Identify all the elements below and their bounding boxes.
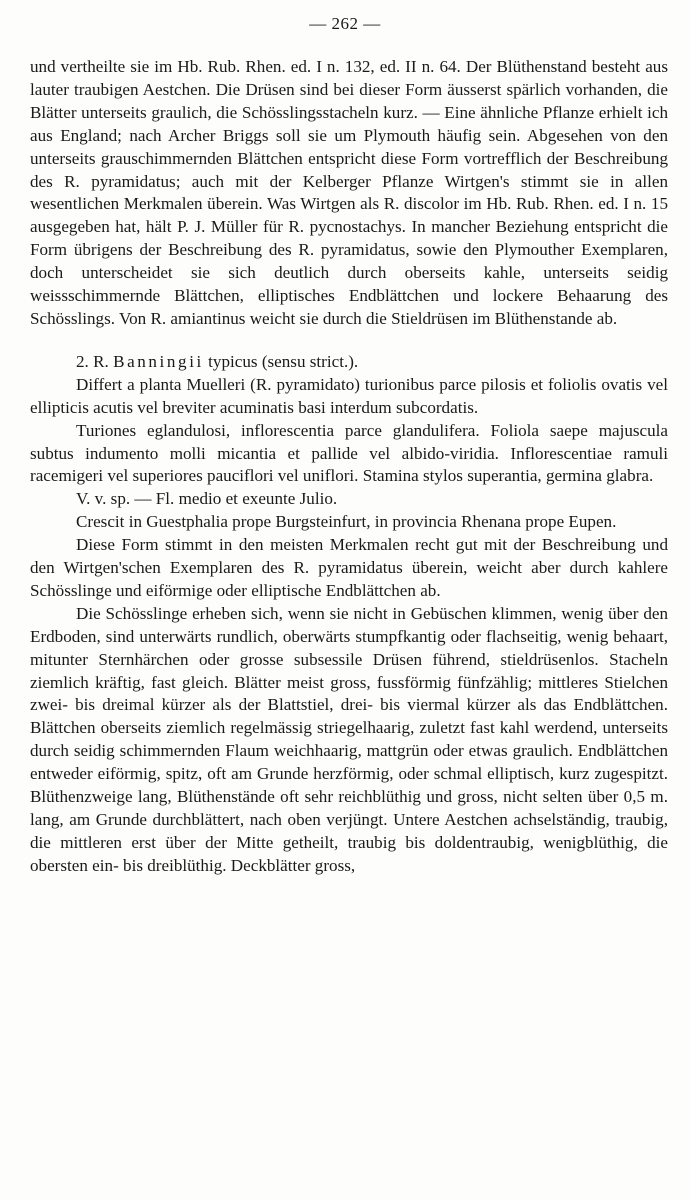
species-name: Banningii — [113, 351, 204, 371]
latin-diagnosis-paragraph: Differt a planta Muelleri (R. pyramidato) turionibus parce pilosis et foliolis ovatis vel ellipticis acutis vel breviter acuminatis basi interdum subcordatis. — [30, 374, 668, 417]
species-qualifier: typicus (sensu strict.). — [208, 351, 359, 371]
description-paragraph: Die Schösslinge erheben sich, wenn sie nicht in Gebüschen klimmen, wenig über den Erdboden, sind unterwärts rundlich, oberwärts stumpfkantig oder flachseitig, wenig behaart, mitunter Sternhärchen oder grosse subsessile Drüsen führend, stieldrüsenlos. Stacheln ziemlich kräftig, fast gleich. Blätter meist gross, fussförmig fünfzählig; mittleres Stielchen zwei- bis dreimal kürzer als der Blattstiel, drei- bis viermal kürzer als das Endblättchen. Blättchen oberseits ziemlich regelmässig striegelhaarig, zuletzt fast kahl werdend, unterseits durch seidig schimmernden Flaum weichhaarig, mattgrün oder etwas graulich. Endblättchen entweder eiförmig, spitz, oft am Grunde herzförmig, oder schmal elliptisch, kurz zugespitzt. Blüthenzweige lang, Blüthenstände oft sehr reichblüthig und gross, nicht selten über 0,5 m. lang, am Grunde durchblättert, nach oben verjüngt. Untere Aestchen achselständig, traubig, die mittleren erst über der Mitte getheilt, traubig bis doldentraubig, wenigblüthig, die obersten ein- bis dreiblüthig. Deckblätter gross, — [30, 603, 668, 875]
page-number: — 262 — — [309, 14, 381, 33]
comparison-paragraph: Diese Form stimmt in den meisten Merkmalen recht gut mit der Beschreibung und den Wirtgen'schen Exemplaren des R. pyramidatus überein, weicht aber durch kahlere Schösslinge und eiförmige oder elliptische Endblättchen ab. — [30, 535, 668, 600]
body-text — [30, 56, 668, 878]
species-number: 2. R. — [76, 351, 109, 371]
locality-paragraph: Crescit in Guestphalia prope Burgsteinfurt, in provincia Rhenana prope Eupen. — [76, 512, 617, 532]
species-heading — [30, 351, 668, 374]
flowering-time-paragraph: V. v. sp. — Fl. medio et exeunte Julio. — [76, 489, 338, 509]
paragraph-continued: und vertheilte sie im Hb. Rub. Rhen. ed. I n. 132, ed. II n. 64. Der Blüthenstand besteht aus lauter traubigen Aestchen. Die Drüsen sind bei dieser Form äusserst spärlich vorhanden, die Blätter unterseits graulich, die Schösslingsstacheln kurz. — Eine ähnliche Pflanze erhielt ich aus England; nach Archer Briggs soll sie um Plymouth häufig sein. Abgesehen von den unterseits grauschimmernden Blättchen entspricht diese Form vortrefflich der Beschreibung des R. pyramidatus; auch mit der Kelberger Pflanze Wirtgen's stimmt sie in allen wesentlichen Merkmalen überein. Was Wirtgen als R. discolor im Hb. Rub. Rhen. ed. I n. 15 ausgegeben hat, hält P. J. Müller für R. pycnostachys. In mancher Beziehung entspricht die Form übrigens der Beschreibung des R. pyramidatus, sowie den Plymouther Exemplaren, doch unterscheidet sie sich deutlich durch oberseits kahle, unterseits seidig weissschimmernde Blättchen, elliptisches Endblättchen und lockere Behaarung des Schösslings. Von R. amiantinus weicht sie durch die Stieldrüsen im Blüthenstande ab. — [30, 57, 668, 328]
latin-description-paragraph: Turiones eglandulosi, inflorescentia parce glandulifera. Foliola saepe majuscula subtus indumento molli micantia et pallide vel albido-viridia. Inflorescentiae ramuli racemigeri vel superiores pauciflori vel uniflori. Stamina stylos superantia, germina glabra. — [30, 420, 668, 486]
